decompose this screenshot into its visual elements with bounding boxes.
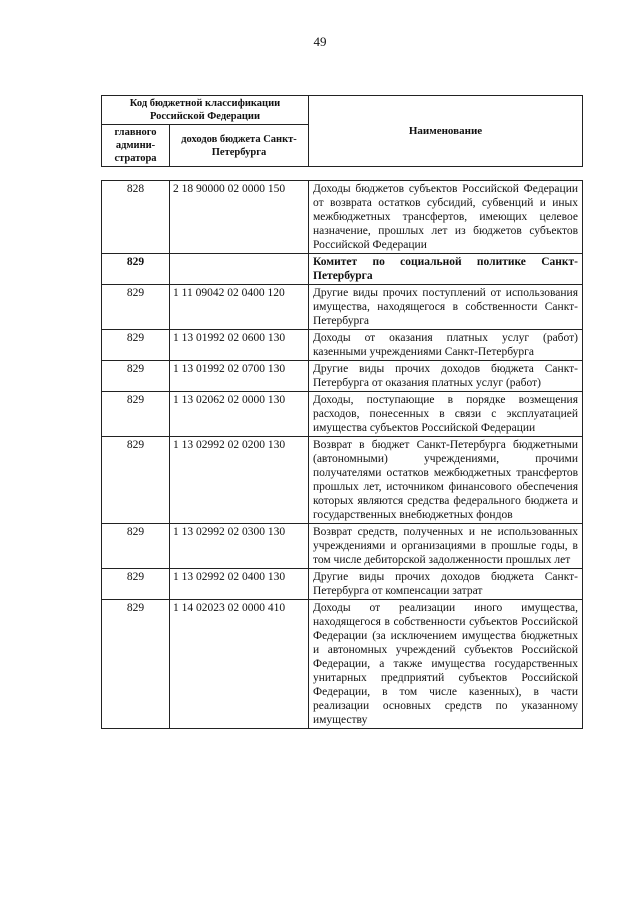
header-group-title: Код бюджетной классификации Российской Федерации	[102, 96, 309, 125]
admin-cell: 829	[102, 392, 170, 437]
code-cell: 1 13 01992 02 0600 130	[170, 330, 309, 361]
name-cell: Другие виды прочих доходов бюджета Санкт-Петербурга от оказания платных услуг (работ)	[309, 361, 583, 392]
table-header	[101, 95, 583, 167]
name-cell: Комитет по социальной политике Санкт-Петербурга	[309, 254, 583, 285]
code-cell: 1 13 02062 02 0000 130	[170, 392, 309, 437]
name-cell: Возврат в бюджет Санкт-Петербурга бюджетными (автономными) учреждениями, прочими получателями остатков межбюджетных трансфертов прошлых лет, источником финансового обеспечения которых являются средства федерального бюджета и государственных внебюджетных фондов	[309, 437, 583, 524]
code-cell	[170, 254, 309, 285]
code-cell: 1 13 02992 02 0200 130	[170, 437, 309, 524]
name-cell: Другие виды прочих поступлений от использования имущества, находящегося в собственности Санкт-Петербурга	[309, 285, 583, 330]
name-cell: Доходы от реализации иного имущества, находящегося в собственности субъектов Российской Федерации (за исключением имущества бюджетных и автономных учреждений субъектов Российской Федерации, а также имущества государственных унитарных предприятий субъектов Российской Федерации, в том числе казенных), в части реализации основных средств по указанному имуществу	[309, 600, 583, 729]
page-number: 49	[313, 34, 327, 49]
code-cell: 1 13 02992 02 0400 130	[170, 569, 309, 600]
admin-cell: 829	[102, 437, 170, 524]
table-row	[102, 181, 583, 254]
table-row	[102, 524, 583, 569]
table-row	[102, 285, 583, 330]
header-name: Наименование	[309, 96, 583, 167]
admin-cell: 829	[102, 524, 170, 569]
name-cell: Доходы бюджетов субъектов Российской Федерации от возврата остатков субсидий, субвенций и иных межбюджетных трансфертов, имеющих целевое назначение, прошлых лет из бюджетов субъектов Российской Федерации	[309, 181, 583, 254]
table-row	[102, 392, 583, 437]
code-cell: 1 11 09042 02 0400 120	[170, 285, 309, 330]
header-income: доходов бюджета Санкт-Петербурга	[170, 125, 309, 167]
admin-cell: 829	[102, 330, 170, 361]
admin-cell: 829	[102, 285, 170, 330]
table-row	[102, 437, 583, 524]
name-cell: Доходы, поступающие в порядке возмещения расходов, понесенных в связи с эксплуатацией имущества субъектов Российской Федерации	[309, 392, 583, 437]
code-cell: 1 14 02023 02 0000 410	[170, 600, 309, 729]
table-row	[102, 600, 583, 729]
name-cell: Возврат средств, полученных и не использованных учреждениями и организациями в прошлые годы, в том числе дебиторской задолженности прошлых лет	[309, 524, 583, 569]
admin-cell: 829	[102, 569, 170, 600]
code-cell: 1 13 01992 02 0700 130	[170, 361, 309, 392]
header-admin: главного админи-стратора	[102, 125, 170, 167]
table-row	[102, 361, 583, 392]
code-cell: 2 18 90000 02 0000 150	[170, 181, 309, 254]
name-cell: Другие виды прочих доходов бюджета Санкт-Петербурга от компенсации затрат	[309, 569, 583, 600]
table-row	[102, 254, 583, 285]
admin-cell: 828	[102, 181, 170, 254]
budget-table	[101, 180, 583, 729]
admin-cell: 829	[102, 361, 170, 392]
admin-cell: 829	[102, 254, 170, 285]
table-row	[102, 569, 583, 600]
admin-cell: 829	[102, 600, 170, 729]
name-cell: Доходы от оказания платных услуг (работ) казенными учреждениями Санкт-Петербурга	[309, 330, 583, 361]
table-row	[102, 330, 583, 361]
code-cell: 1 13 02992 02 0300 130	[170, 524, 309, 569]
